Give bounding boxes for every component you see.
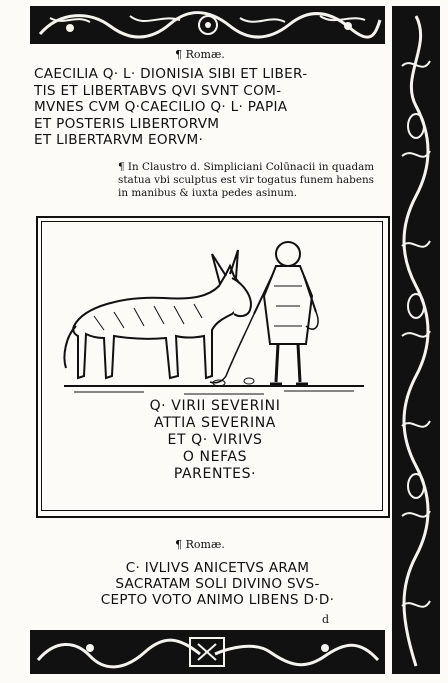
inscription-line: ET LIBERTARVM EORVM· [34,132,204,148]
inscription-line: CEPTO VOTO ANIMO LIBENS D·D· [100,592,335,608]
inscription-line: SACRATAM SOLI DIVINO SVS- [115,576,320,592]
signature-mark: d [322,613,330,626]
relief-line: Q· VIRII SEVERINI [149,398,281,414]
section-heading-romae: ¶ Romæ. [175,48,225,61]
inscription-iulius [40,560,395,608]
section-heading-romae-2: ¶ Romæ. [175,538,225,551]
top-ornamental-border [30,6,385,44]
right-ornamental-border [392,6,440,674]
relief-line: PARENTES· [173,466,257,482]
note-line: statua vbi sculptus est vir togatus funem habens [118,174,374,186]
inscription-line: TIS ET LIBERTABVS QVI SVNT COM- [34,82,282,99]
inscription-line: C· IVLIVS ANICETVS ARAM [125,560,310,576]
relief-woodcut-illustration [44,226,378,406]
location-note [118,161,375,200]
relief-line: O NEFAS [182,449,248,465]
inscription-line: MVNES CVM Q·CAECILIO Q· L· PAPIA [34,99,288,115]
inscription-caecilia [34,66,389,149]
note-line: in manibus & iuxta pedes asinum. [118,187,298,199]
relief-line: ET Q· VIRIVS [167,432,263,448]
inscription-line: CAECILIA Q· L· DIONISIA SIBI ET LIBER- [34,66,308,82]
bottom-ornamental-border [30,630,385,674]
relief-line: ATTIA SEVERINA [154,415,276,431]
relief-inscription [90,398,340,483]
inscription-line: ET POSTERIS LIBERTORVM [34,115,220,132]
note-line: ¶ In Claustro d. Simpliciani Colūnacii in quadam [118,161,375,173]
